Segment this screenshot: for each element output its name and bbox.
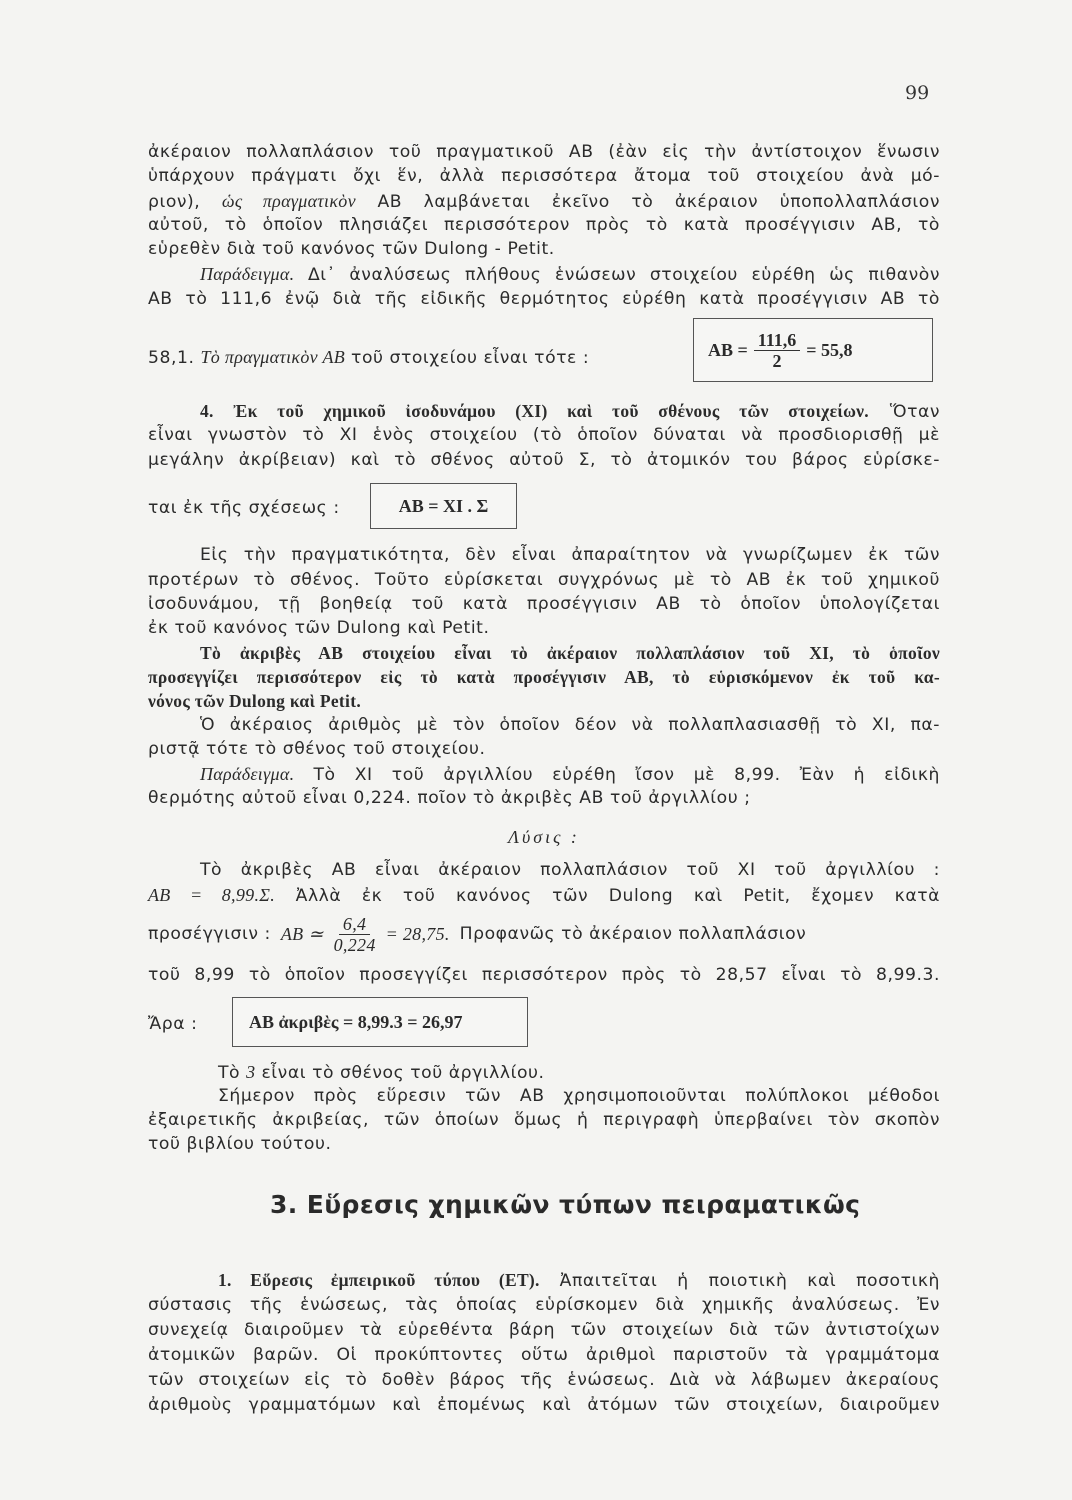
italic-term: ὡς πραγματικὸν	[221, 191, 356, 211]
text-span: 58,1.	[148, 348, 195, 368]
section-subheading: 4. Ἐκ τοῦ χημικοῦ ἰσοδυνάμου (ΧΙ) καὶ τοῦ σθένους τῶν στοιχείων.	[200, 401, 869, 421]
text-line: Σήμερον πρὸς εὕρεσιν τῶν ΑΒ χρησιμοποιοῦνται πολύπλοκοι μέθοδοι	[218, 1086, 940, 1106]
text-line: τῶν στοιχείων εἰς τὸ δοθὲν βάρος τῆς ἑνώσεως. Διὰ νὰ λάβωμεν ἀκεραίους	[148, 1370, 940, 1390]
text-span: Τὸ ΧΙ τοῦ ἀργιλλίου εὑρέθη ἴσον μὲ 8,99. Ἐὰν ἡ εἰδικὴ	[313, 765, 940, 785]
text-line: Ἄρα :	[148, 1014, 198, 1034]
fraction-numerator: 6,4	[339, 914, 370, 935]
text-line: Εἰς τὴν πραγματικότητα, δὲν εἶναι ἀπαραίτητον νὰ γνωρίζωμεν ἐκ τῶν	[200, 545, 940, 565]
text-line: ἰσοδυνάμου, τῇ βοηθείᾳ τοῦ κατὰ προσέγγισιν ΑΒ τὸ ὁποῖον ὑπολογίζεται	[148, 594, 940, 614]
text-line: τοῦ βιβλίου τούτου.	[148, 1134, 332, 1154]
formula-inline: ΑΒ ≃	[280, 924, 324, 944]
fraction-numerator: 111,6	[754, 330, 801, 351]
text-span: Τὸ	[218, 1063, 241, 1083]
page-number: 99	[905, 82, 930, 104]
section-subheading: 1. Εὕρεσις ἐμπειρικοῦ τύπου (ΕΤ).	[218, 1270, 540, 1290]
text-line: εὑρεθὲν διὰ τοῦ κανόνος τῶν Dulong - Petit.	[148, 239, 555, 259]
text-line: ἀτομικῶν βαρῶν. Οἱ προκύπτοντες οὕτω ἀριθμοὶ παριστοῦν τὰ γραμμάτομα	[148, 1345, 940, 1365]
formula-lhs: ΑΒ =	[708, 339, 748, 360]
fraction-denominator: 2	[772, 350, 782, 371]
text-line	[218, 1268, 940, 1293]
formula-inline: ΑΒ = 8,99.Σ.	[148, 885, 276, 905]
text-line: Ὁ ἀκέραιος ἀριθμὸς μὲ τὸν ὁποῖον δέον νὰ πολλαπλασιασθῇ τὸ ΧΙ, πα-	[200, 715, 940, 735]
solution-label: Λύσις :	[508, 827, 580, 847]
text-line: μεγάλην ἀκρίβειαν) καὶ τὸ σθένος αὐτοῦ Σ, τὸ ἀτομικόν του βάρος εὑρίσκε-	[148, 450, 940, 470]
fraction	[754, 330, 801, 371]
formula-rhs: = 55,8	[806, 339, 853, 360]
text-span: τοῦ στοιχείου εἶναι τότε :	[351, 348, 590, 368]
text-line	[200, 399, 940, 424]
text-span: Ἀλλὰ ἐκ τοῦ κανόνος τῶν Dulong καὶ Petit, ἔχομεν κατὰ	[295, 886, 941, 906]
text-line: ἀκέραιον πολλαπλάσιον τοῦ πραγματικοῦ ΑΒ (ἐὰν εἰς τὴν ἀντίστοιχον ἕνωσιν	[148, 142, 940, 162]
text-line: ριστᾷ τότε τὸ σθένος τοῦ στοιχείου.	[148, 739, 486, 759]
text-span: εἶναι τὸ σθένος τοῦ ἀργιλλίου.	[261, 1063, 545, 1083]
text-span: Ὅταν	[889, 402, 941, 422]
rule-bold-line: νόνος τῶν Dulong καὶ Petit.	[148, 691, 362, 711]
text-line: σύστασις τῆς ἑνώσεως, τὰς ὁποίας εὑρίσκομεν διὰ χημικῆς ἀναλύσεως. Ἐν	[148, 1295, 940, 1315]
text-line: ἐξαιρετικῆς ἀκριβείας, τῶν ὁποίων ὅμως ἡ περιγραφὴ ὑπερβαίνει τὸν σκοπὸν	[148, 1110, 940, 1130]
text-line	[200, 762, 940, 787]
text-line	[218, 1060, 718, 1085]
rule-bold-line: προσεγγίζει περισσότερον εἰς τὸ κατὰ προσέγγισιν ΑΒ, τὸ εὑρισκόμενον ἐκ τοῦ κα-	[148, 667, 940, 687]
example-label: Παράδειγμα.	[200, 764, 295, 784]
italic-term: Τὸ πραγματικὸν ΑΒ	[200, 347, 346, 367]
section-heading: 3. Εὕρεσις χημικῶν τύπων πειραματικῶς	[270, 1190, 861, 1219]
fraction-denominator: 0,224	[333, 934, 376, 955]
text-span: Δι᾽ ἀναλύσεως πλήθους ἑνώσεων στοιχείου εὑρέθη ὡς πιθανὸν	[307, 265, 940, 285]
text-line: ὑπάρχουν πράγματι ὄχι ἕν, ἀλλὰ περισσότερα ἄτομα τοῦ στοιχείου ἀνὰ μό-	[148, 166, 940, 186]
formula-box-ab	[693, 318, 933, 382]
text-line: θερμότης αὐτοῦ εἶναι 0,224. ποῖον τὸ ἀκριβὲς ΑΒ τοῦ ἀργιλλίου ;	[148, 788, 751, 808]
formula-inline: = 28,75.	[385, 924, 450, 944]
text-span: προσέγγισιν :	[148, 924, 271, 944]
text-line	[200, 262, 940, 287]
fraction	[334, 914, 376, 955]
text-line: προτέρων τὸ σθένος. Τοῦτο εὑρίσκεται συγχρόνως μὲ τὸ ΑΒ ἐκ τοῦ χημικοῦ	[148, 570, 940, 590]
text-line	[148, 189, 940, 214]
text-line: Τὸ ἀκριβὲς ΑΒ εἶναι ἀκέραιον πολλαπλάσιον τοῦ ΧΙ τοῦ ἀργιλλίου :	[200, 860, 940, 880]
example-label: Παράδειγμα.	[200, 264, 295, 284]
text-line	[148, 883, 940, 908]
text-line: ται ἐκ τῆς σχέσεως :	[148, 498, 340, 518]
text-line: ἐκ τοῦ κανόνος τῶν Dulong καὶ Petit.	[148, 618, 490, 638]
text-span: Προφανῶς τὸ ἀκέραιον πολλαπλάσιον	[459, 924, 807, 944]
formula-box-xi: ΑΒ = ΧΙ . Σ	[370, 483, 517, 529]
result-box: ΑΒ ἀκριβὲς = 8,99.3 = 26,97	[232, 997, 528, 1047]
rule-bold-line: Τὸ ἀκριβὲς ΑΒ στοιχείου εἶναι τὸ ἀκέραιον πολλαπλάσιον τοῦ ΧΙ, τὸ ὁποῖον	[200, 643, 940, 663]
text-span: ΑΒ λαμβάνεται ἐκεῖνο τὸ ἀκέραιον ὑποπολλαπλάσιον	[377, 192, 940, 212]
formula-inline: 3	[246, 1062, 256, 1082]
text-span: ριον),	[148, 192, 201, 212]
text-line: τοῦ 8,99 τὸ ὁποῖον προσεγγίζει περισσότερον πρὸς τὸ 28,57 εἶναι τὸ 8,99.3.	[148, 965, 940, 985]
text-line: εἶναι γνωστὸν τὸ ΧΙ ἑνὸς στοιχείου (τὸ ὁποῖον δύναται νὰ προσδιορισθῇ μὲ	[148, 425, 940, 445]
text-line: ΑΒ τὸ 111,6 ἐνῷ διὰ τῆς εἰδικῆς θερμότητος εὑρέθη κατὰ προσέγγισιν ΑΒ τὸ	[148, 289, 940, 309]
text-line: ἀριθμοὺς γραμματόμων καὶ ἐπομένως καὶ ἀτόμων τῶν στοιχείων, διαιροῦμεν	[148, 1395, 940, 1415]
text-span: Ἀπαιτεῖται ἡ ποιοτικὴ καὶ ποσοτικὴ	[559, 1271, 940, 1291]
text-line: αὐτοῦ, τὸ ὁποῖον πλησιάζει περισσότερον πρὸς τὸ κατὰ προσέγγισιν ΑΒ, τὸ	[148, 215, 940, 235]
text-line	[148, 345, 688, 370]
text-line: συνεχείᾳ διαιροῦμεν τὰ εὑρεθέντα βάρη τῶν στοιχείων διὰ τῶν ἀντιστοίχων	[148, 1320, 940, 1340]
text-line	[148, 908, 940, 960]
